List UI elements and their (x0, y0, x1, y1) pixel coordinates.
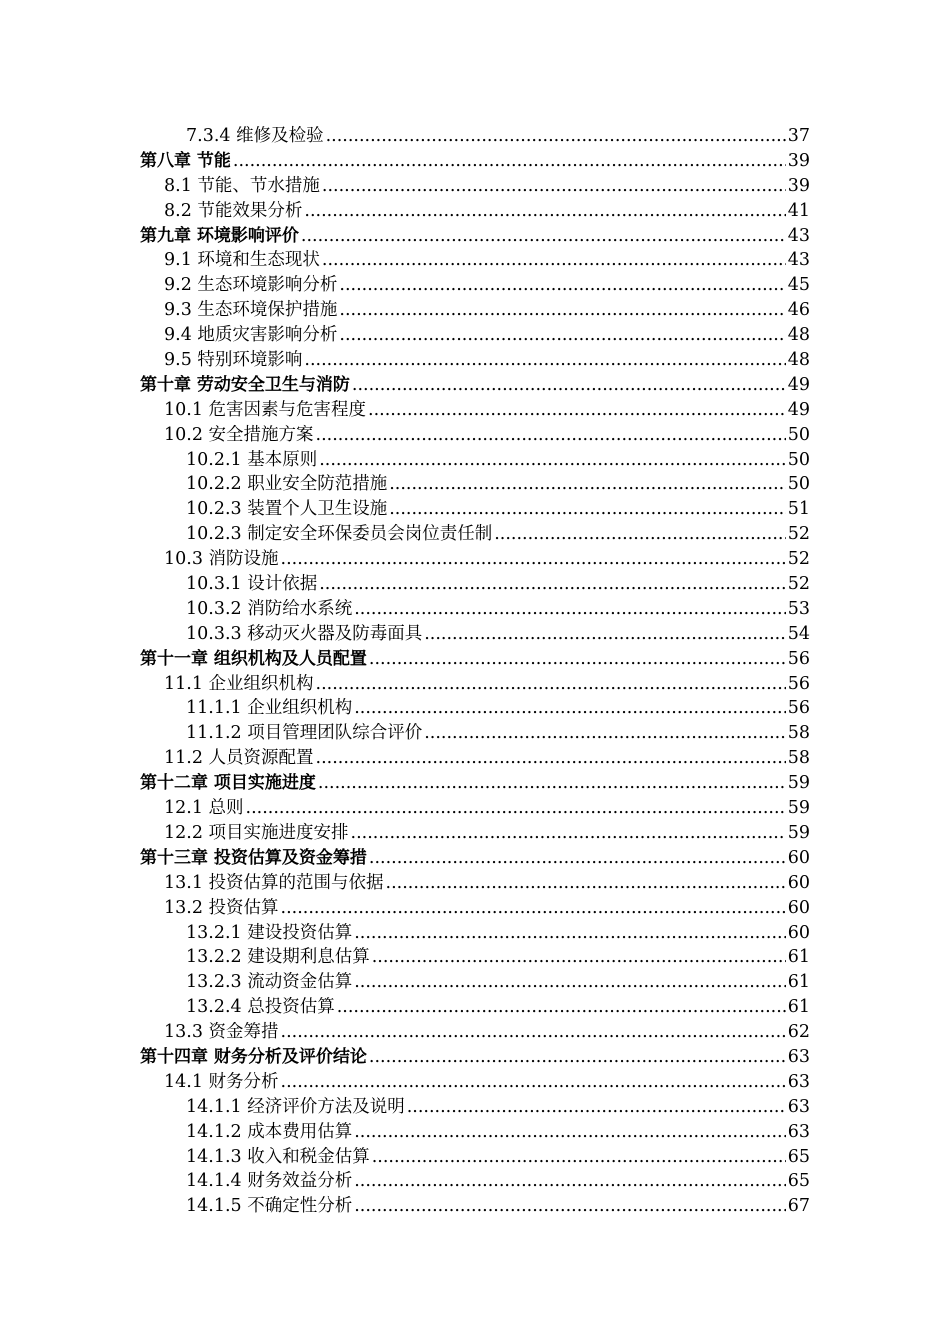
toc-dot-leader (281, 547, 786, 572)
toc-entry-title: 10.2.3 制定安全环保委员会岗位责任制 (186, 524, 493, 545)
toc-dot-leader (407, 1095, 786, 1120)
toc-entry[interactable] (140, 1145, 810, 1170)
toc-entry[interactable] (140, 647, 810, 672)
toc-entry-title: 14.1.2 成本费用估算 (186, 1121, 353, 1142)
toc-entry-page-number: 59 (787, 798, 810, 819)
toc-entry-page-number: 60 (787, 847, 810, 868)
toc-entry-page-number: 43 (787, 225, 810, 246)
toc-entry[interactable] (140, 821, 810, 846)
toc-entry[interactable] (140, 472, 810, 497)
toc-entry-page-number: 60 (787, 922, 810, 943)
toc-dot-leader (318, 771, 786, 796)
toc-entry[interactable] (140, 721, 810, 746)
table-of-contents (140, 124, 810, 1219)
toc-entry-title: 10.1 危害因素与危害程度 (164, 399, 367, 420)
toc-entry-title: 13.2.2 建设期利息估算 (186, 947, 370, 968)
toc-dot-leader (337, 995, 786, 1020)
toc-entry[interactable] (140, 124, 810, 149)
toc-entry-title: 第十二章 项目实施进度 (140, 773, 316, 794)
toc-entry-page-number: 65 (787, 1171, 810, 1192)
toc-entry-title: 13.2.1 建设投资估算 (186, 922, 353, 943)
toc-entry-page-number: 65 (787, 1146, 810, 1167)
toc-entry-title: 10.3.3 移动灭火器及防毒面具 (186, 623, 423, 644)
toc-entry-title: 第十三章 投资估算及资金筹措 (140, 847, 367, 868)
toc-entry-page-number: 58 (787, 723, 810, 744)
toc-entry-title: 13.3 资金筹措 (164, 1022, 279, 1043)
toc-entry-page-number: 51 (787, 499, 810, 520)
toc-entry[interactable] (140, 1045, 810, 1070)
toc-dot-leader (494, 522, 785, 547)
toc-entry-title: 10.2 安全措施方案 (164, 424, 314, 445)
toc-entry[interactable] (140, 273, 810, 298)
toc-dot-leader (372, 1145, 786, 1170)
toc-dot-leader (354, 1120, 785, 1145)
toc-dot-leader (316, 672, 786, 697)
toc-dot-leader (301, 224, 786, 249)
toc-entry-title: 9.4 地质灾害影响分析 (164, 325, 338, 346)
toc-entry[interactable] (140, 746, 810, 771)
toc-dot-leader (319, 572, 785, 597)
toc-dot-leader (233, 149, 786, 174)
toc-entry-title: 11.1.2 项目管理团队综合评价 (186, 723, 423, 744)
toc-entry-title: 9.2 生态环境影响分析 (164, 275, 338, 296)
toc-dot-leader (354, 1169, 785, 1194)
toc-dot-leader (319, 448, 785, 473)
toc-dot-leader (389, 472, 785, 497)
toc-entry-page-number: 61 (787, 972, 810, 993)
toc-entry-page-number: 63 (787, 1121, 810, 1142)
toc-entry-title: 14.1.3 收入和税金估算 (186, 1146, 370, 1167)
toc-entry-title: 14.1.1 经济评价方法及说明 (186, 1096, 405, 1117)
toc-dot-leader (386, 871, 786, 896)
toc-entry[interactable] (140, 846, 810, 871)
toc-entry[interactable] (140, 995, 810, 1020)
toc-entry[interactable] (140, 298, 810, 323)
toc-entry[interactable] (140, 224, 810, 249)
toc-entry-title: 10.3.2 消防给水系统 (186, 598, 353, 619)
toc-entry[interactable] (140, 348, 810, 373)
toc-dot-leader (354, 921, 785, 946)
toc-dot-leader (322, 174, 786, 199)
toc-entry-page-number: 50 (787, 474, 810, 495)
toc-entry-page-number: 52 (787, 524, 810, 545)
toc-entry-title: 9.3 生态环境保护措施 (164, 300, 338, 321)
toc-entry-page-number: 37 (787, 126, 810, 146)
toc-dot-leader (354, 597, 785, 622)
toc-entry-page-number: 56 (787, 698, 810, 719)
toc-entry-page-number: 39 (787, 150, 810, 171)
toc-entry-page-number: 61 (787, 947, 810, 968)
toc-entry-page-number: 43 (787, 250, 810, 271)
toc-entry[interactable] (140, 398, 810, 423)
toc-entry-title: 10.3.1 设计依据 (186, 574, 318, 595)
toc-entry-page-number: 45 (787, 275, 810, 296)
toc-entry-title: 8.1 节能、节水措施 (164, 175, 320, 196)
toc-entry-page-number: 48 (787, 350, 810, 371)
toc-dot-leader (368, 398, 786, 423)
toc-entry[interactable] (140, 871, 810, 896)
toc-dot-leader (316, 746, 786, 771)
toc-entry-page-number: 60 (787, 872, 810, 893)
toc-entry-title: 第十一章 组织机构及人员配置 (140, 648, 367, 669)
toc-dot-leader (372, 945, 786, 970)
toc-entry-page-number: 56 (787, 673, 810, 694)
toc-entry[interactable] (140, 696, 810, 721)
toc-entry[interactable] (140, 1095, 810, 1120)
toc-entry-title: 9.1 环境和生态现状 (164, 250, 320, 271)
toc-entry[interactable] (140, 323, 810, 348)
toc-entry[interactable] (140, 199, 810, 224)
toc-dot-leader (424, 622, 785, 647)
toc-entry-page-number: 63 (787, 1071, 810, 1092)
toc-dot-leader (322, 248, 786, 273)
toc-entry-page-number: 60 (787, 897, 810, 918)
toc-dot-leader (354, 970, 785, 995)
toc-entry[interactable] (140, 497, 810, 522)
toc-entry[interactable] (140, 373, 810, 398)
toc-entry-page-number: 49 (787, 399, 810, 420)
toc-dot-leader (339, 298, 785, 323)
toc-entry-page-number: 67 (787, 1196, 810, 1217)
toc-dot-leader (339, 273, 785, 298)
toc-entry-title: 10.2.3 装置个人卫生设施 (186, 499, 388, 520)
toc-dot-leader (304, 348, 785, 373)
toc-entry-title: 13.2 投资估算 (164, 897, 279, 918)
toc-entry-title: 11.2 人员资源配置 (164, 748, 314, 769)
toc-entry-page-number: 63 (787, 1046, 810, 1067)
toc-entry-page-number: 63 (787, 1096, 810, 1117)
toc-entry[interactable] (140, 547, 810, 572)
toc-entry-title: 10.3 消防设施 (164, 549, 279, 570)
toc-dot-leader (281, 1020, 786, 1045)
toc-entry-page-number: 39 (787, 175, 810, 196)
toc-entry-title: 13.2.3 流动资金估算 (186, 972, 353, 993)
toc-entry[interactable] (140, 672, 810, 697)
toc-entry[interactable] (140, 1020, 810, 1045)
toc-dot-leader (352, 373, 786, 398)
toc-entry[interactable] (140, 423, 810, 448)
toc-entry-page-number: 59 (787, 822, 810, 843)
toc-entry-page-number: 58 (787, 748, 810, 769)
toc-dot-leader (351, 821, 786, 846)
toc-entry[interactable] (140, 1120, 810, 1145)
toc-entry-title: 14.1.5 不确定性分析 (186, 1196, 353, 1217)
toc-entry-page-number: 50 (787, 449, 810, 470)
toc-entry-title: 13.2.4 总投资估算 (186, 997, 335, 1018)
toc-entry-title: 14.1.4 财务效益分析 (186, 1171, 353, 1192)
toc-entry[interactable] (140, 771, 810, 796)
toc-entry[interactable] (140, 597, 810, 622)
toc-entry[interactable] (140, 970, 810, 995)
toc-dot-leader (326, 124, 786, 149)
toc-dot-leader (339, 323, 785, 348)
toc-entry-title: 9.5 特别环境影响 (164, 350, 303, 371)
toc-entry-page-number: 46 (787, 300, 810, 321)
toc-entry-title: 11.1 企业组织机构 (164, 673, 314, 694)
toc-dot-leader (304, 199, 785, 224)
toc-entry-title: 11.1.1 企业组织机构 (186, 698, 353, 719)
toc-entry-title: 12.1 总则 (164, 798, 244, 819)
toc-entry-page-number: 56 (787, 648, 810, 669)
toc-entry-page-number: 59 (787, 773, 810, 794)
toc-dot-leader (316, 423, 786, 448)
toc-entry[interactable] (140, 572, 810, 597)
toc-dot-leader (369, 1045, 786, 1070)
toc-entry-title: 7.3.4 维修及检验 (186, 126, 324, 146)
toc-entry-title: 14.1 财务分析 (164, 1071, 279, 1092)
toc-entry-title: 8.2 节能效果分析 (164, 200, 303, 221)
toc-entry-title: 10.2.1 基本原则 (186, 449, 318, 470)
toc-entry[interactable] (140, 945, 810, 970)
toc-entry[interactable] (140, 174, 810, 199)
toc-dot-leader (281, 896, 786, 921)
toc-dot-leader (369, 846, 786, 871)
toc-entry[interactable] (140, 1169, 810, 1194)
toc-entry-title: 13.1 投资估算的范围与依据 (164, 872, 384, 893)
toc-entry-page-number: 49 (787, 374, 810, 395)
toc-entry[interactable] (140, 248, 810, 273)
toc-dot-leader (246, 796, 786, 821)
toc-entry[interactable] (140, 896, 810, 921)
toc-entry-title: 10.2.2 职业安全防范措施 (186, 474, 388, 495)
toc-entry-page-number: 62 (787, 1022, 810, 1043)
toc-entry-page-number: 52 (787, 549, 810, 570)
toc-entry-title: 第九章 环境影响评价 (140, 225, 299, 246)
toc-entry[interactable] (140, 796, 810, 821)
toc-entry[interactable] (140, 522, 810, 547)
toc-entry-page-number: 54 (787, 623, 810, 644)
toc-entry[interactable] (140, 448, 810, 473)
toc-entry-title: 第八章 节能 (140, 150, 231, 171)
toc-entry-page-number: 52 (787, 574, 810, 595)
toc-entry[interactable] (140, 921, 810, 946)
toc-entry-title: 12.2 项目实施进度安排 (164, 822, 349, 843)
toc-entry-page-number: 48 (787, 325, 810, 346)
toc-entry[interactable] (140, 149, 810, 174)
toc-dot-leader (369, 647, 786, 672)
toc-dot-leader (424, 721, 785, 746)
toc-entry-page-number: 61 (787, 997, 810, 1018)
toc-entry-page-number: 53 (787, 598, 810, 619)
toc-entry-page-number: 41 (787, 200, 810, 221)
toc-dot-leader (354, 1194, 785, 1219)
toc-entry[interactable] (140, 622, 810, 647)
toc-dot-leader (281, 1070, 786, 1095)
toc-dot-leader (389, 497, 785, 522)
toc-entry[interactable] (140, 1194, 810, 1219)
toc-entry-page-number: 50 (787, 424, 810, 445)
toc-entry-title: 第十四章 财务分析及评价结论 (140, 1046, 367, 1067)
toc-entry-title: 第十章 劳动安全卫生与消防 (140, 374, 350, 395)
toc-entry[interactable] (140, 1070, 810, 1095)
toc-dot-leader (354, 696, 785, 721)
